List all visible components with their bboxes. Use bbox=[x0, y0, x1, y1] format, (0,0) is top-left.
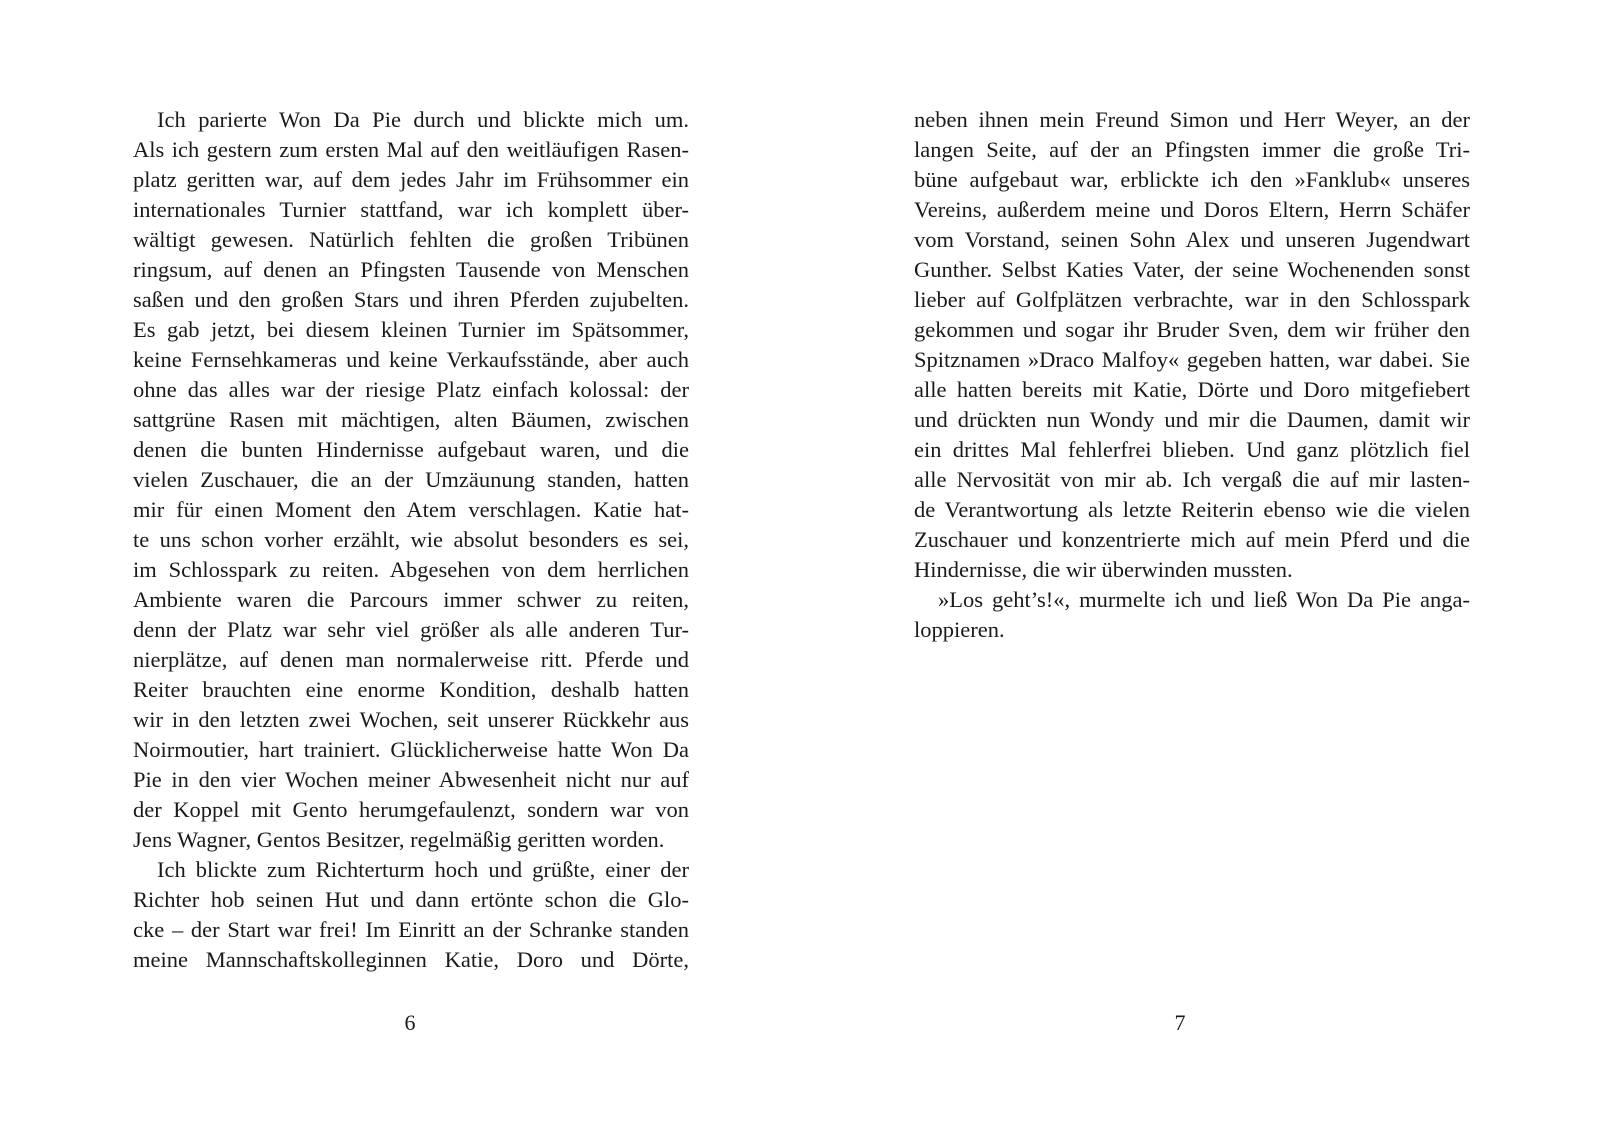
text-line: der Koppel mit Gento herumgefaulenzt, sondern war von bbox=[133, 797, 689, 822]
text-line: Reiter brauchten eine enorme Kondition, deshalb hatten bbox=[133, 677, 689, 702]
text-line: meine Mannschaftskolleginnen Katie, Doro und Dörte, bbox=[133, 947, 689, 972]
text-line: cke – der Start war frei! Im Einritt an der Schranke standen bbox=[133, 917, 689, 942]
left-page-text bbox=[133, 105, 689, 975]
text-line: Als ich gestern zum ersten Mal auf den weitläufigen Rasen- bbox=[133, 137, 689, 162]
text-line: Zuschauer und konzentrierte mich auf mein Pferd und die bbox=[914, 527, 1470, 552]
text-line: ein drittes Mal fehlerfrei blieben. Und ganz plötzlich fiel bbox=[914, 437, 1470, 462]
text-line: und drückten nun Wondy und mir die Daumen, damit wir bbox=[914, 407, 1470, 432]
text-line: Gunther. Selbst Katies Vater, der seine Wochenenden sonst bbox=[914, 257, 1470, 282]
text-line: vielen Zuschauer, die an der Umzäunung standen, hatten bbox=[133, 467, 689, 492]
text-line: Richter hob seinen Hut und dann ertönte schon die Glo- bbox=[133, 887, 689, 912]
text-line: lieber auf Golfplätzen verbrachte, war in den Schlosspark bbox=[914, 287, 1470, 312]
text-line: ringsum, auf denen an Pfingsten Tausende von Menschen bbox=[133, 257, 689, 282]
text-line: mir für einen Moment den Atem verschlagen. Katie hat- bbox=[133, 497, 689, 522]
text-line: wir in den letzten zwei Wochen, seit unserer Rückkehr aus bbox=[133, 707, 689, 732]
page-number-left: 6 bbox=[404, 1010, 416, 1035]
text-line: gekommen und sogar ihr Bruder Sven, dem wir früher den bbox=[914, 317, 1470, 342]
text-line: platz geritten war, auf dem jedes Jahr im Frühsommer ein bbox=[133, 167, 689, 192]
right-page bbox=[800, 0, 1600, 1138]
text-line: Ambiente waren die Parcours immer schwer zu reiten, bbox=[133, 587, 689, 612]
text-line: Noirmoutier, hart trainiert. Glücklicherweise hatte Won Da bbox=[133, 737, 689, 762]
text-line: langen Seite, auf der an Pfingsten immer die große Tri- bbox=[914, 137, 1470, 162]
text-line: im Schlosspark zu reiten. Abgesehen von dem herrlichen bbox=[133, 557, 689, 582]
text-line: »Los geht’s!«, murmelte ich und ließ Won Da Pie anga- bbox=[938, 587, 1470, 612]
text-line: alle Nervosität von mir ab. Ich vergaß die auf mir lasten- bbox=[914, 467, 1470, 492]
text-line: büne aufgebaut war, erblickte ich den »Fanklub« unseres bbox=[914, 167, 1470, 192]
text-line: wältigt gewesen. Natürlich fehlten die großen Tribünen bbox=[133, 227, 689, 252]
text-line: Es gab jetzt, bei diesem kleinen Turnier im Spätsommer, bbox=[133, 317, 689, 342]
text-line: Ich blickte zum Richterturm hoch und grüßte, einer der bbox=[157, 857, 689, 882]
text-line: Vereins, außerdem meine und Doros Eltern, Herrn Schäfer bbox=[914, 197, 1470, 222]
text-line: neben ihnen mein Freund Simon und Herr Weyer, an der bbox=[914, 107, 1470, 132]
text-line: de Verantwortung als letzte Reiterin ebenso wie die vielen bbox=[914, 497, 1470, 522]
text-line: sattgrüne Rasen mit mächtigen, alten Bäumen, zwischen bbox=[133, 407, 689, 432]
right-page-text bbox=[914, 105, 1470, 645]
text-line: denen die bunten Hindernisse aufgebaut waren, und die bbox=[133, 437, 689, 462]
text-line: keine Fernsehkameras und keine Verkaufsstände, aber auch bbox=[133, 347, 689, 372]
text-line: Ich parierte Won Da Pie durch und blickte mich um. bbox=[157, 107, 689, 132]
text-line: saßen und den großen Stars und ihren Pferden zujubelten. bbox=[133, 287, 689, 312]
text-line: Hindernisse, die wir überwinden mussten. bbox=[914, 557, 1293, 582]
text-line: te uns schon vorher erzählt, wie absolut besonders es sei, bbox=[133, 527, 689, 552]
text-line: loppieren. bbox=[914, 617, 1005, 642]
page-number-right: 7 bbox=[1174, 1010, 1186, 1035]
text-line: Spitznamen »Draco Malfoy« gegeben hatten, war dabei. Sie bbox=[914, 347, 1470, 372]
text-line: Jens Wagner, Gentos Besitzer, regelmäßig geritten worden. bbox=[133, 827, 665, 852]
text-line: denn der Platz war sehr viel größer als alle anderen Tur- bbox=[133, 617, 689, 642]
text-line: nierplätze, auf denen man normalerweise ritt. Pferde und bbox=[133, 647, 689, 672]
text-line: internationales Turnier stattfand, war ich komplett über- bbox=[133, 197, 689, 222]
text-line: Pie in den vier Wochen meiner Abwesenheit nicht nur auf bbox=[133, 767, 689, 792]
text-line: alle hatten bereits mit Katie, Dörte und Doro mitgefiebert bbox=[914, 377, 1470, 402]
text-line: ohne das alles war der riesige Platz einfach kolossal: der bbox=[133, 377, 689, 402]
text-line: vom Vorstand, seinen Sohn Alex und unseren Jugendwart bbox=[914, 227, 1470, 252]
